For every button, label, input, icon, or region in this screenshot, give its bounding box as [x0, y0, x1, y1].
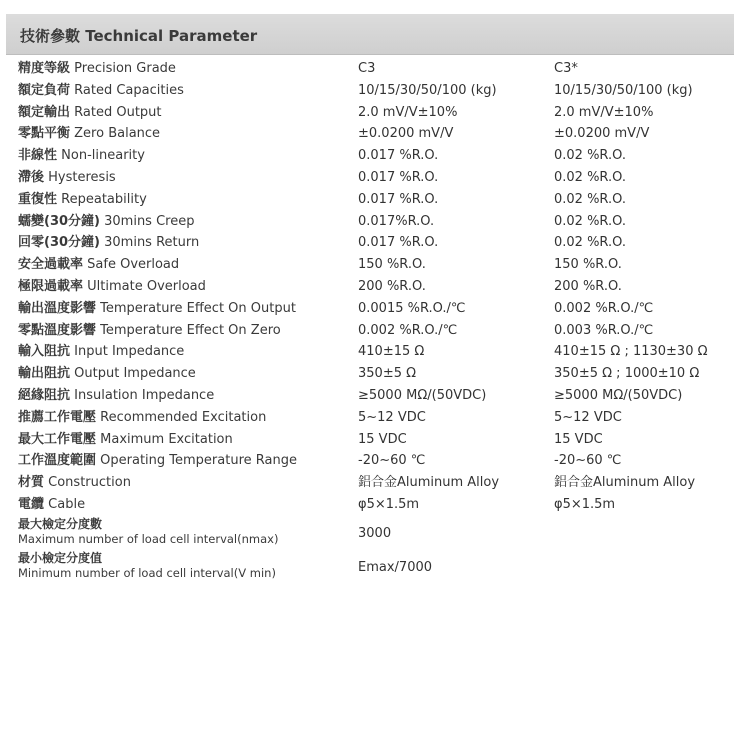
param-label — [18, 233, 199, 253]
param-label — [18, 495, 85, 515]
param-label-zh: 極限過載率 — [18, 279, 84, 294]
param-label — [18, 124, 160, 144]
value-c3-star: -20~60 ℃ — [554, 453, 622, 469]
param-label — [18, 551, 276, 581]
param-label — [18, 364, 196, 384]
param-label — [18, 451, 297, 471]
param-label-en: Insulation Impedance — [74, 388, 215, 403]
value-c3: 200 %R.O. — [358, 279, 426, 294]
param-label — [18, 212, 194, 232]
value-c3: 2.0 mV/V±10% — [358, 104, 458, 120]
value-c3: ≥5000 MΩ/(50VDC) — [358, 388, 487, 403]
param-label-zh: 絕緣阻抗 — [18, 388, 71, 403]
param-label-en: Ultimate Overload — [87, 279, 206, 294]
value-c3: 0.002 %R.O./℃ — [358, 322, 458, 338]
param-label — [18, 473, 131, 493]
table-row — [0, 517, 750, 549]
param-label-en: Maximum number of load cell interval(nmax) — [18, 532, 279, 546]
value-c3-star: 410±15 Ω ; 1130±30 Ω — [554, 344, 708, 360]
value-c3-star: 0.02 %R.O. — [554, 148, 626, 164]
param-label-en: Maximum Excitation — [100, 431, 233, 447]
table-row — [0, 408, 750, 430]
param-label-zh: 額定負荷 — [18, 82, 71, 98]
param-label-zh: 精度等級 — [18, 61, 71, 76]
table-row — [0, 277, 750, 299]
table-row — [0, 299, 750, 321]
value-c3: 0.0015 %R.O./℃ — [358, 300, 466, 316]
value-c3-star: 15 VDC — [554, 431, 603, 447]
param-label-zh: 最小檢定分度值 — [18, 551, 103, 565]
param-label — [18, 146, 145, 166]
param-label — [18, 408, 266, 428]
table-row — [0, 342, 750, 364]
param-label-zh: 滯後 — [18, 170, 45, 185]
value-c3: ±0.0200 mV/V — [358, 126, 454, 142]
value-c3-star: 0.003 %R.O./℃ — [554, 322, 654, 338]
value-c3-star: 0.02 %R.O. — [554, 213, 626, 229]
param-label-en: Zero Balance — [74, 126, 161, 142]
param-label-zh: 輸入阻抗 — [18, 344, 71, 360]
value-c3: 0.017 %R.O. — [358, 170, 439, 185]
param-label — [18, 430, 233, 450]
value-c3: -20~60 ℃ — [358, 453, 426, 469]
table-row — [0, 190, 750, 212]
value-c3: C3 — [358, 61, 376, 76]
param-label-en: Output Impedance — [74, 366, 196, 382]
value-c3-star: φ5×1.5m — [554, 497, 616, 512]
param-label — [18, 59, 176, 79]
table-row — [0, 451, 750, 473]
value-c3-star: 10/15/30/50/100 (kg) — [554, 82, 693, 98]
value-c3: 0.017 %R.O. — [358, 191, 439, 207]
param-label-en: Safe Overload — [87, 257, 180, 273]
value-c3: 3000 — [358, 526, 392, 541]
param-label-zh: 推薦工作電壓 — [18, 409, 97, 425]
param-label-en: Rated Capacities — [74, 82, 184, 98]
param-label-zh: 回零(30分鐘) — [18, 235, 100, 251]
value-c3: 鋁合金Aluminum Alloy — [358, 475, 500, 491]
param-label-en: Cable — [48, 497, 86, 512]
param-label-zh: 蠕變(30分鐘) — [18, 213, 100, 229]
table-row — [0, 364, 750, 386]
value-c3: 10/15/30/50/100 (kg) — [358, 82, 497, 98]
param-label-en: Recommended Excitation — [100, 409, 267, 425]
table-row — [0, 124, 750, 146]
param-label-en: Temperature Effect On Output — [100, 300, 296, 316]
param-label-en: Rated Output — [74, 104, 162, 120]
table-row — [0, 146, 750, 168]
value-c3-star: C3* — [554, 61, 578, 76]
value-c3: 150 %R.O. — [358, 257, 426, 273]
table-row — [0, 473, 750, 495]
value-c3: 0.017%R.O. — [358, 213, 435, 229]
value-c3-star: ≥5000 MΩ/(50VDC) — [554, 388, 683, 403]
param-label — [18, 190, 147, 210]
param-label-en: 30mins Return — [104, 235, 200, 251]
table-row — [0, 103, 750, 125]
value-c3: 0.017 %R.O. — [358, 148, 439, 164]
value-c3: Emax/7000 — [358, 560, 433, 575]
value-c3-star: 2.0 mV/V±10% — [554, 104, 654, 120]
param-label-en: 30mins Creep — [104, 213, 195, 229]
param-label-en: Hysteresis — [48, 170, 116, 185]
param-label-zh: 零點溫度影響 — [18, 322, 97, 338]
table-row — [0, 59, 750, 81]
table-row — [0, 255, 750, 277]
param-label-en: Precision Grade — [74, 61, 176, 76]
param-label-zh: 輸出阻抗 — [18, 366, 71, 382]
table-row — [0, 81, 750, 103]
value-c3: 0.017 %R.O. — [358, 235, 439, 251]
value-c3-star: 0.02 %R.O. — [554, 170, 626, 185]
param-label — [18, 342, 184, 362]
value-c3: 15 VDC — [358, 431, 407, 447]
value-c3: φ5×1.5m — [358, 497, 420, 512]
table-row — [0, 321, 750, 343]
value-c3-star: 5~12 VDC — [554, 409, 622, 425]
value-c3-star: 0.02 %R.O. — [554, 191, 626, 207]
param-label-en: Non-linearity — [61, 148, 145, 164]
param-label-en: Repeatability — [61, 191, 147, 207]
param-label — [18, 299, 296, 319]
param-label-zh: 額定輸出 — [18, 104, 71, 120]
param-label-zh: 最大工作電壓 — [18, 431, 97, 447]
param-label-zh: 重復性 — [18, 191, 58, 207]
table-row — [0, 212, 750, 234]
param-label-zh: 非線性 — [18, 148, 58, 164]
value-c3-star: ±0.0200 mV/V — [554, 126, 650, 142]
param-label-zh: 零點平衡 — [18, 126, 71, 142]
value-c3-star: 200 %R.O. — [554, 279, 622, 294]
param-label — [18, 255, 179, 275]
table-header-bar — [6, 14, 734, 55]
param-label-zh: 最大檢定分度數 — [18, 517, 103, 531]
table-row — [0, 430, 750, 452]
param-label-en: Operating Temperature Range — [100, 453, 297, 469]
param-label — [18, 321, 281, 341]
param-label-en: Construction — [48, 475, 131, 491]
value-c3-star: 150 %R.O. — [554, 257, 622, 273]
param-label — [18, 386, 214, 406]
param-label-zh: 材質 — [18, 475, 45, 491]
param-label — [18, 81, 184, 101]
value-c3-star: 350±5 Ω ; 1000±10 Ω — [554, 366, 700, 382]
param-label — [18, 168, 116, 188]
value-c3: 350±5 Ω — [358, 366, 417, 382]
table-row — [0, 495, 750, 517]
table-row — [0, 551, 750, 583]
table-row — [0, 168, 750, 190]
value-c3: 410±15 Ω — [358, 344, 425, 360]
param-label-zh: 電纜 — [18, 497, 45, 512]
value-c3-star: 0.02 %R.O. — [554, 235, 626, 251]
value-c3-star: 0.002 %R.O./℃ — [554, 300, 654, 316]
value-c3-star: 鋁合金Aluminum Alloy — [554, 475, 696, 491]
param-label-zh: 安全過載率 — [18, 257, 84, 273]
page-title: 技術參數 Technical Parameter — [20, 27, 258, 45]
table-row — [0, 233, 750, 255]
value-c3: 5~12 VDC — [358, 409, 426, 425]
param-label-zh: 輸出溫度影響 — [18, 300, 97, 316]
param-label-en: Temperature Effect On Zero — [100, 322, 281, 338]
param-label — [18, 103, 162, 123]
param-label-zh: 工作溫度範圍 — [18, 453, 97, 469]
param-label-en: Minimum number of load cell interval(V min) — [18, 566, 276, 580]
table-row — [0, 386, 750, 408]
param-label — [18, 277, 206, 297]
param-label — [18, 517, 278, 547]
param-label-en: Input Impedance — [74, 344, 185, 360]
